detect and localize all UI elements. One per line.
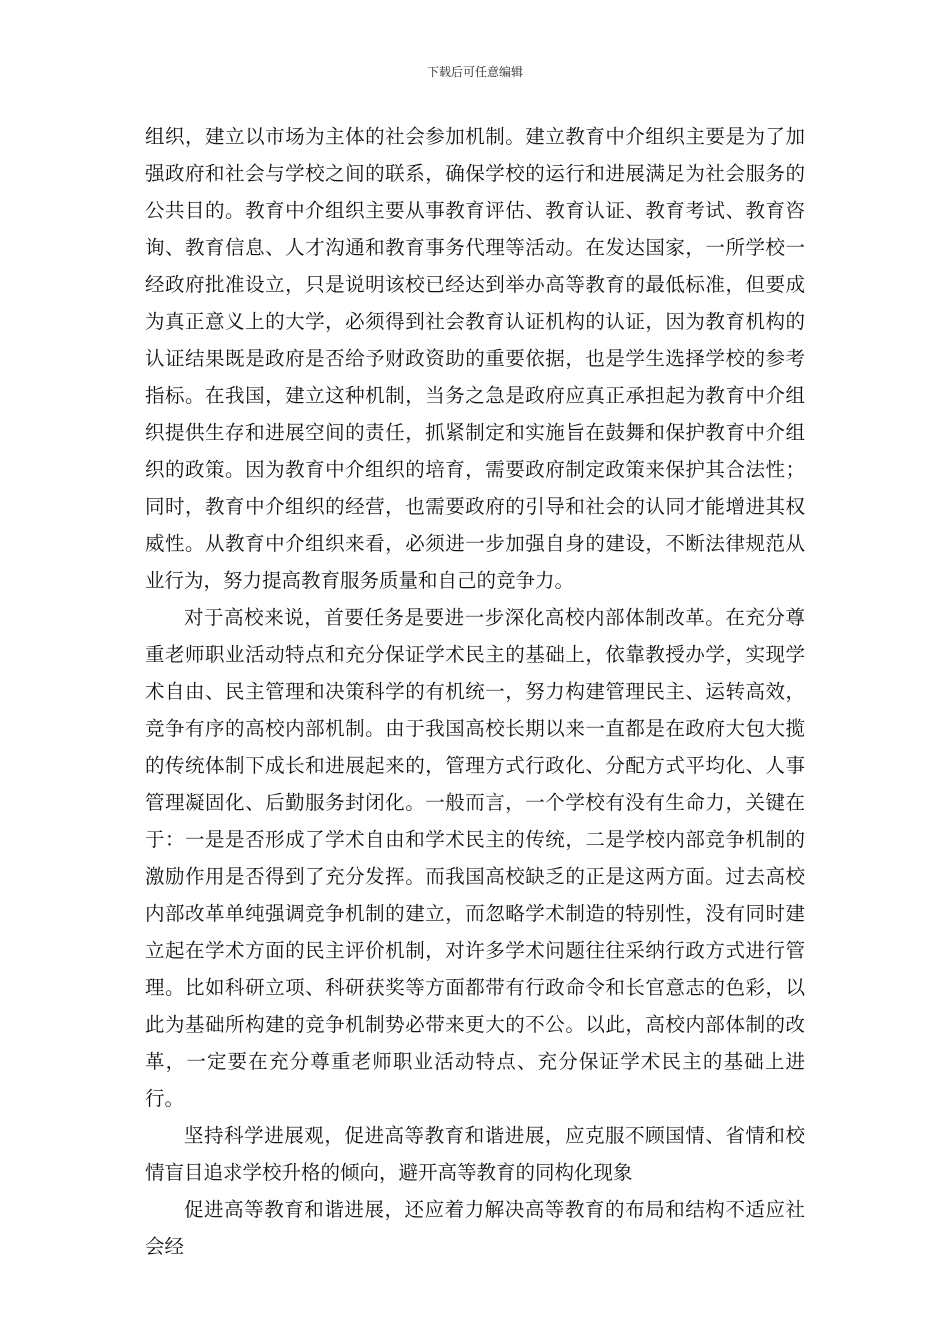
paragraph: 对于高校来说，首要任务是要进一步深化高校内部体制改革。在充分尊重老师职业活动特点和充分保证学术民主的基础上，依靠教授办学，实现学术自由、民主管理和决策科学的有机统一，努力构建管理民主、运转高效，竞争有序的高校内部机制。由于我国高校长期以来一直都是在政府大包大揽的传统体制下成长和进展起来的，管理方式行政化、分配方式平均化、人事管理凝固化、后勤服务封闭化。一般而言，一个学校有没有生命力，关键在于：一是是否形成了学术自由和学术民主的传统，二是学校内部竞争机制的激励作用是否得到了充分发挥。而我国高校缺乏的正是这两方面。过去高校内部改革单纯强调竞争机制的建立，而忽略学术制造的特别性，没有同时建立起在学术方面的民主评价机制，对许多学术问题往往采纳行政方式进行管理。比如科研立项、科研获奖等方面都带有行政命令和长官意志的色彩，以此为基础所构建的竞争机制势必带来更大的不公。以此，高校内部体制的改革，一定要在充分尊重老师职业活动特点、充分保证学术民主的基础上进行。 [145, 606, 805, 1110]
paragraph: 坚持科学进展观，促进高等教育和谐进展，应克服不顾国情、省情和校情盲目追求学校升格的倾向，避开高等教育的同构化现象 [145, 1124, 805, 1184]
page-header: 下载后可任意编辑 [426, 65, 523, 79]
paragraph: 促进高等教育和谐进展，还应着力解决高等教育的布局和结构不适应社会经 [145, 1198, 805, 1258]
paragraph: 组织，建立以市场为主体的社会参加机制。建立教育中介组织主要是为了加强政府和社会与学校之间的联系，确保学校的运行和进展满足为社会服务的公共目的。教育中介组织主要从事教育评估、教育认证、教育考试、教育咨询、教育信息、人才沟通和教育事务代理等活动。在发达国家，一所学校一经政府批准设立，只是说明该校已经达到举办高等教育的最低标准，但要成为真正意义上的大学，必须得到社会教育认证机构的认证，因为教育机构的认证结果既是政府是否给予财政资助的重要依据，也是学生选择学校的参考指标。在我国，建立这种机制，当务之急是政府应真正承担起为教育中介组织提供生存和进展空间的责任，抓紧制定和实施旨在鼓舞和保护教育中介组织的政策。因为教育中介组织的培育，需要政府制定政策来保护其合法性；同时，教育中介组织的经营，也需要政府的引导和社会的认同才能增进其权威性。从教育中介组织来看，必须进一步加强自身的建设，不断法律规范从业行为，努力提高教育服务质量和自己的竞争力。 [145, 125, 805, 592]
document-body [145, 118, 805, 1265]
